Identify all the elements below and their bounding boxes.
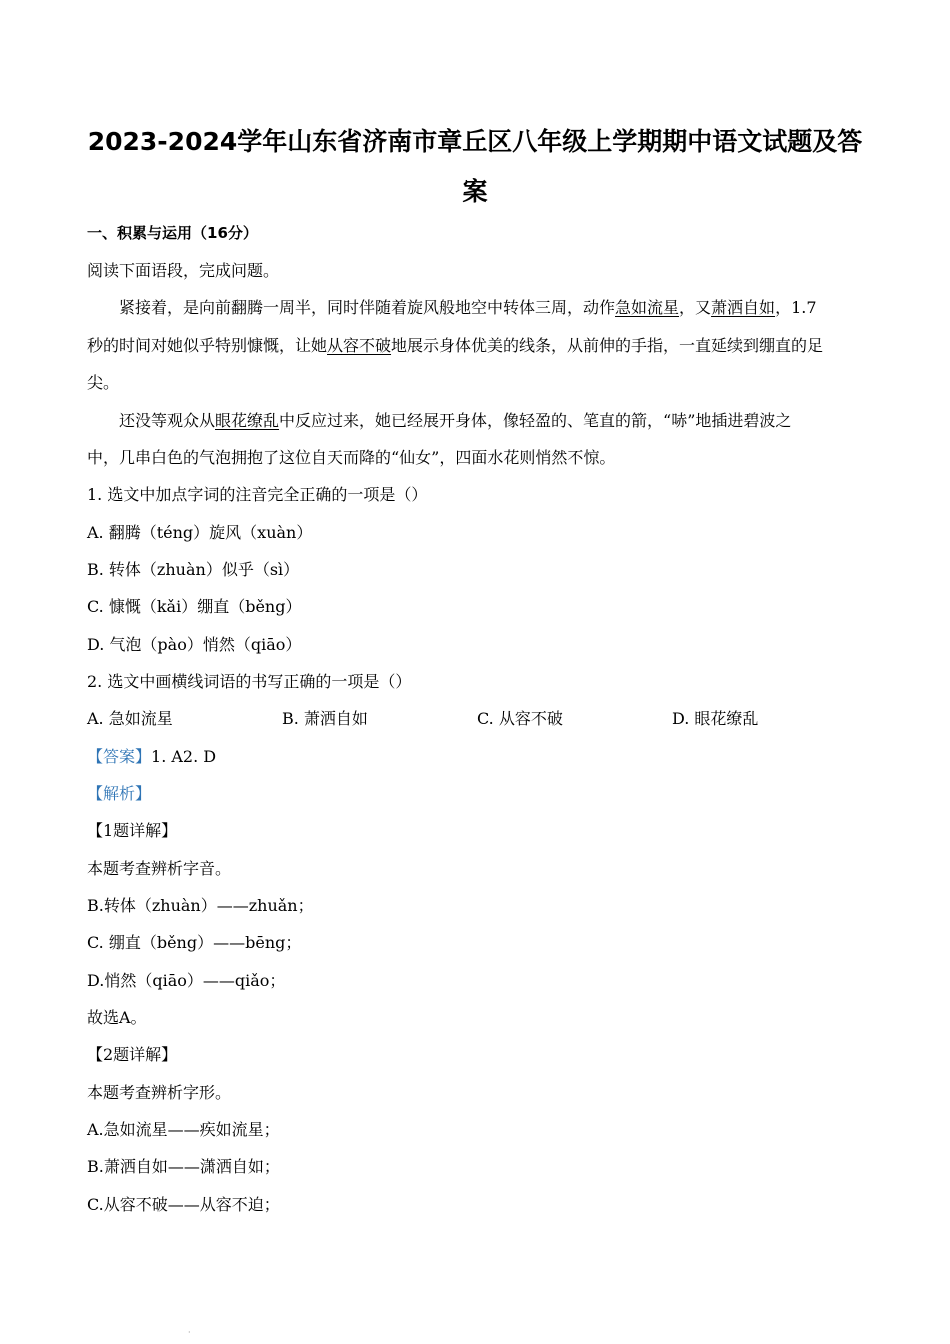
question-1-stem: 1. 选文中加点字词的注音完全正确的一项是（） (87, 485, 428, 504)
analysis-tag: 【解析】 (87, 784, 152, 803)
question-2-option-b: B. 萧洒自如 (282, 709, 368, 728)
answer-text: 1. A2. D (151, 747, 217, 766)
question-2-option-a: A. 急如流星 (87, 709, 173, 728)
passage-text: 紧接着，是向前翻腾一周半，同时伴随着旋风般地空中转体三周，动作 (119, 298, 616, 317)
document-title-line1: 2023-2024学年山东省济南市章丘区八年级上学期期中语文试题及答 (87, 127, 863, 156)
question-2-stem: 2. 选文中画横线词语的书写正确的一项是（） (87, 672, 412, 691)
passage-text: 还没等观众从 (119, 411, 216, 430)
passage-para1-line2 (87, 327, 867, 364)
question-2-option-c: C. 从容不破 (477, 709, 563, 728)
detail-1-heading: 【1题详解】 (87, 821, 178, 840)
underlined-word: 萧洒自如 (711, 298, 776, 317)
passage-text: ，1.7 (775, 298, 817, 317)
answer-tag: 【答案】 (87, 747, 152, 766)
document-title-line2: 案 (462, 177, 488, 206)
instruction-text: 阅读下面语段，完成问题。 (87, 261, 280, 280)
detail-1-line: 故选A。 (87, 1008, 147, 1027)
question-1-option-c: C. 慷慨（kǎi）绷直（běng） (87, 597, 302, 616)
detail-2-heading: 【2题详解】 (87, 1045, 178, 1064)
question-1-option-d: D. 气泡（pào）悄然（qiāo） (87, 635, 302, 654)
detail-1-line: B.转体（zhuàn）——zhuǎn； (87, 896, 314, 915)
question-2-options (87, 700, 867, 737)
passage-text: ，又 (679, 298, 712, 317)
passage-para2-line2: 中，几串白色的气泡拥抱了这位自天而降的“仙女”，四面水花则悄然不惊。 (87, 448, 616, 467)
detail-2-line: B.萧洒自如——潇洒自如； (87, 1157, 280, 1176)
passage-para1-line1 (119, 289, 899, 326)
detail-2-line: A.急如流星——疾如流星； (87, 1120, 280, 1139)
underlined-word: 眼花缭乱 (215, 411, 280, 430)
passage-para2-line1 (119, 402, 899, 439)
detail-1-line: 本题考查辨析字音。 (87, 859, 232, 878)
detail-1-line: C. 绷直（běng）——bēng； (87, 933, 302, 952)
answer-line (87, 738, 867, 775)
underlined-word: 从容不破 (327, 336, 392, 355)
detail-2-line: C.从容不破——从容不迫； (87, 1195, 280, 1214)
underlined-word: 急如流星 (615, 298, 680, 317)
footer-mark: · (188, 1328, 191, 1337)
question-1-option-b: B. 转体（zhuàn）似乎（sì） (87, 560, 300, 579)
detail-1-line: D.悄然（qiāo）——qiǎo； (87, 971, 286, 990)
detail-2-line: 本题考查辨析字形。 (87, 1083, 232, 1102)
passage-text: 中反应过来，她已经展开身体，像轻盈的、笔直的箭，“哧”地插进碧波之 (279, 411, 792, 430)
section-heading: 一、积累与运用（16分） (87, 224, 258, 242)
passage-text: 地展示身体优美的线条，从前伸的手指，一直延续到绷直的足 (391, 336, 824, 355)
passage-para1-line3: 尖。 (87, 373, 120, 392)
question-2-option-d: D. 眼花缭乱 (672, 709, 759, 728)
passage-text: 秒的时间对她似乎特别慷慨，让她 (87, 336, 328, 355)
question-1-option-a: A. 翻腾（téng）旋风（xuàn） (87, 523, 313, 542)
